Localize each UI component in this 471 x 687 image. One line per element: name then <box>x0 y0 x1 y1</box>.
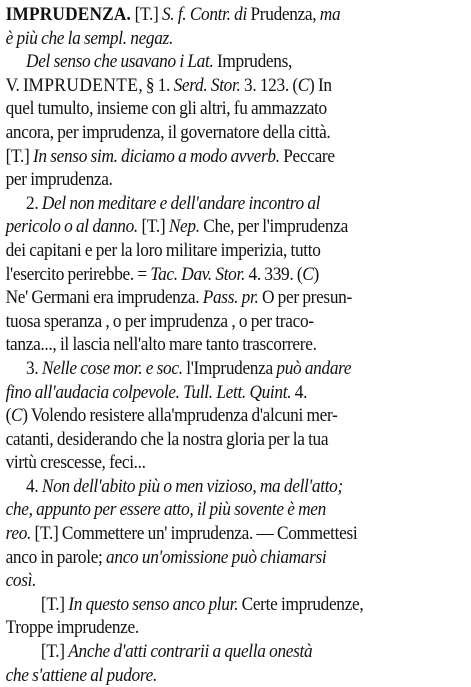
text-run: Che, per l'imprudenza <box>199 216 348 238</box>
entry-line <box>6 215 467 239</box>
entry-line <box>6 451 467 475</box>
text-run: catanti, desiderando che la nostra gloria per la tua <box>5 428 329 450</box>
text-run: 3. 123. ( <box>240 74 298 96</box>
entry-line <box>6 27 467 51</box>
text-run: tuosa speranza , o per imprudenza , o per traco- <box>5 310 314 332</box>
text-run: Del senso che usavano i Lat. <box>26 51 214 73</box>
text-run: ) Volendo resistere alla'mprudenza d'alcuni mer- <box>22 405 338 427</box>
entry-line <box>6 121 467 145</box>
text-run: 3. <box>26 357 42 379</box>
text-run: è più che la sempl. negaz. <box>5 27 173 49</box>
text-run: In senso sim. diciamo a modo avverb. <box>32 145 280 167</box>
text-run: Prudenza, <box>246 4 320 25</box>
entry-line <box>6 593 467 617</box>
text-run: [T.] <box>40 641 69 663</box>
entry-line <box>6 239 467 263</box>
entry-line <box>6 546 467 570</box>
entry-line <box>6 522 467 546</box>
text-run: S. f. Contr. <box>161 4 231 25</box>
entry-line <box>6 310 467 334</box>
text-run: [T.] Commettere un' imprudenza. — Commettesi <box>31 523 358 545</box>
entry-line <box>6 97 467 121</box>
text-run: C <box>302 263 314 285</box>
entry-line <box>6 428 467 452</box>
text-run: Certe imprudenze, <box>238 593 364 615</box>
text-run: Imprudens, <box>213 51 293 73</box>
entry-line <box>6 192 467 216</box>
text-run: 4. 339. ( <box>244 263 303 285</box>
entry-line <box>6 286 467 310</box>
text-run: anco in parole; <box>5 546 107 568</box>
text-run: Anche d'atti contrarii a quella onestà <box>68 641 313 663</box>
text-run: O per presun- <box>258 287 352 309</box>
text-run: ) In <box>309 74 332 96</box>
text-run: IMPRUDENZA. <box>5 4 132 25</box>
entry-line <box>6 50 467 74</box>
text-run: pericolo o al danno. <box>5 216 138 238</box>
text-run: ) <box>313 263 319 285</box>
entry-line <box>6 145 467 169</box>
text-run: Serd. Stor. <box>173 74 241 96</box>
text-run: [T.] <box>40 593 69 615</box>
entry-line <box>6 616 467 640</box>
text-run: Peccare <box>279 145 335 167</box>
entry-line <box>6 498 467 522</box>
text-run: MPRUDENTE <box>28 74 139 96</box>
text-run: 4. <box>291 381 308 403</box>
entry-line <box>6 357 467 381</box>
text-run: anco un'omissione può chiamarsi <box>106 546 327 568</box>
text-run: virtù crescesse, feci... <box>5 452 146 474</box>
text-run: ( <box>5 405 12 427</box>
text-run: Ne' Germani era imprudenza. <box>5 287 203 309</box>
entry-line <box>6 168 467 192</box>
entry-line <box>6 74 467 98</box>
text-run: 4. <box>26 475 42 497</box>
text-run: per imprudenza. <box>5 169 113 191</box>
text-run: Nep. <box>168 216 200 238</box>
text-run: 2. <box>26 192 42 214</box>
text-run: l'esercito perirebbe. = <box>5 263 151 285</box>
text-run: quel tumulto, insieme con gli altri, fu ammazzato <box>5 98 327 120</box>
text-run: ma <box>319 4 341 25</box>
text-run: C <box>11 405 23 427</box>
text-run: Non dell'abito più o men vizioso, ma dell'atto; <box>41 475 343 497</box>
entry-line <box>6 404 467 428</box>
text-run: In questo senso anco plur. <box>68 593 239 615</box>
text-run: Tac. Dav. Stor. <box>150 263 245 285</box>
text-run: così. <box>5 570 37 592</box>
entry-line <box>6 569 467 593</box>
text-run: dei capitani e per la loro militare imperizia, tutto <box>5 239 321 261</box>
text-run: reo. <box>5 523 32 545</box>
text-run: [T.] <box>131 4 162 25</box>
entry-line <box>6 263 467 287</box>
entry-line <box>6 3 467 27</box>
text-run: l'Imprudenza <box>182 357 277 379</box>
entry-line <box>6 381 467 405</box>
entry-line <box>6 640 467 664</box>
text-run: fino all'audacia colpevole. Tull. Lett. Quint. <box>5 381 292 403</box>
text-run: V. I <box>5 74 29 96</box>
entry-line <box>6 333 467 357</box>
text-run: ancora, per imprudenza, il governatore della città. <box>5 121 331 143</box>
text-run: Troppe imprudenze. <box>5 617 139 639</box>
text-run: Del non meditare e dell'andare incontro al <box>41 192 321 214</box>
text-run: Pass. pr. <box>202 287 259 309</box>
text-run: di <box>234 4 247 25</box>
text-run: , § 1. <box>138 74 174 96</box>
text-run: Nelle cose mor. e soc. <box>41 357 183 379</box>
entry-line <box>6 664 467 687</box>
text-run: tanza..., il lascia nell'alto mare tanto trascorrere. <box>5 334 317 356</box>
text-run: può andare <box>276 357 352 379</box>
text-run: che s'attiene al pudore. <box>5 664 157 686</box>
text-run: [T.] <box>5 145 33 167</box>
text-run: che, appunto per essere atto, il più sovente è men <box>5 499 326 521</box>
text-run: [T.] <box>137 216 169 238</box>
entry-line <box>6 475 467 499</box>
text-run: C <box>297 74 310 96</box>
